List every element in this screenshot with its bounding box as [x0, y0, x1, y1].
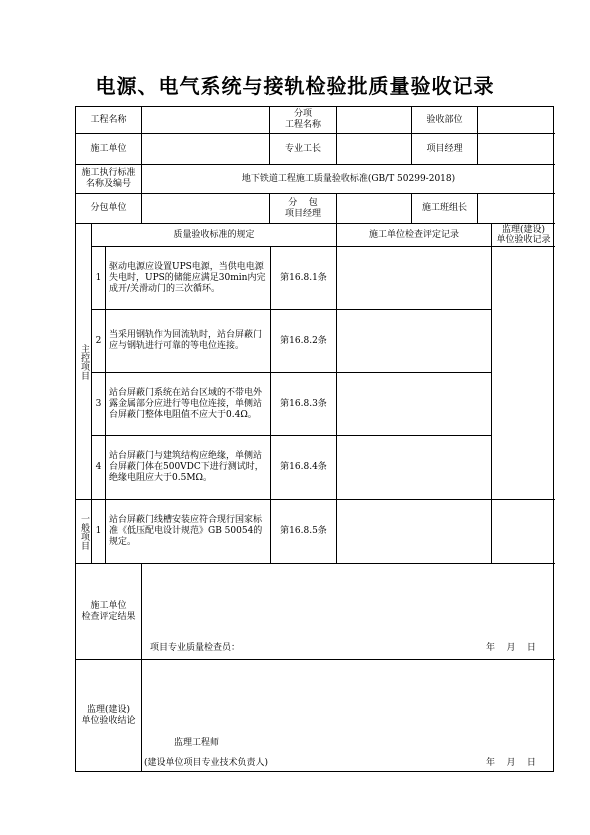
supervisor-result-field[interactable] — [142, 660, 555, 772]
supervisor-date: 年 月 日 — [486, 758, 536, 768]
sub-project-field[interactable] — [337, 107, 412, 134]
item-number: 3 — [92, 373, 106, 436]
acceptance-part-label: 验收部位 — [412, 107, 478, 134]
standard-value: 地下铁道工程施工质量验收标准(GB/T 50299-2018) — [142, 165, 555, 194]
item-number: 4 — [92, 436, 106, 500]
page-title: 电源、电气系统与接轨检验批质量验收记录 — [95, 74, 495, 98]
item-spec-text: 当采用钢轨作为回流轨时，站台屏蔽门应与钢轨进行可靠的等电位连接。 — [106, 310, 271, 373]
contractor-check-header: 施工单位检查评定记录 — [337, 224, 492, 247]
item-clause: 第16.8.1条 — [271, 247, 337, 310]
item-spec-text: 站台屏蔽门线槽安装应符合现行国家标准《低压配电设计规范》GB 50054的规定。 — [106, 500, 271, 564]
team-leader-label: 施工班组长 — [412, 194, 478, 224]
supervisor-result-label: 监理(建设) 单位验收结论 — [76, 660, 142, 772]
contractor-field[interactable] — [142, 134, 270, 165]
quality-inspector-label: 项目专业质量检查员： — [150, 643, 241, 653]
item-clause: 第16.8.2条 — [271, 310, 337, 373]
team-leader-field[interactable] — [478, 194, 555, 224]
general-supervisor-record[interactable] — [492, 500, 555, 564]
item-contractor-record[interactable] — [337, 373, 492, 436]
project-manager-label: 项目经理 — [412, 134, 478, 165]
sub-manager-label: 分 包 项目经理 — [270, 194, 337, 224]
project-name-field[interactable] — [142, 107, 270, 134]
item-spec-text: 驱动电源应设置UPS电源，当供电电源失电时，UPS的储能应满足30min内完成开/关滑动门的三次循环。 — [106, 247, 271, 310]
item-number: 1 — [92, 500, 106, 564]
acceptance-form — [75, 106, 554, 772]
contractor-date: 年 月 日 — [486, 643, 536, 653]
supervisor-check-header: 监理(建设) 单位验收记录 — [492, 224, 555, 247]
item-contractor-record[interactable] — [337, 436, 492, 500]
sub-project-label: 分项 工程名称 — [270, 107, 337, 134]
item-contractor-record[interactable] — [337, 310, 492, 373]
item-contractor-record[interactable] — [337, 500, 492, 564]
item-number: 1 — [92, 247, 106, 310]
supervising-engineer-label: 监理工程师 — [174, 738, 220, 748]
standard-label: 施工执行标准 名称及编号 — [76, 165, 142, 194]
main-control-supervisor-record[interactable] — [492, 247, 555, 500]
sub-manager-field[interactable] — [337, 194, 412, 224]
general-label: 一般项目 — [76, 500, 92, 564]
foreman-label: 专业工长 — [270, 134, 337, 165]
contractor-label: 施工单位 — [76, 134, 142, 165]
tech-lead-label: (建设单位项目专业技术负责人) — [144, 758, 269, 768]
project-name-label: 工程名称 — [76, 107, 142, 134]
project-manager-field[interactable] — [478, 134, 555, 165]
acceptance-part-field[interactable] — [478, 107, 555, 134]
foreman-field[interactable] — [337, 134, 412, 165]
item-spec-text: 站台屏蔽门与建筑结构应绝缘，单侧站台屏蔽门体在500VDC下进行测试时，绝缘电阻应大于0.5MΩ。 — [106, 436, 271, 500]
subcontractor-label: 分包单位 — [76, 194, 142, 224]
item-clause: 第16.8.3条 — [271, 373, 337, 436]
spec-column-header: 质量验收标准的规定 — [92, 224, 337, 247]
item-number: 2 — [92, 310, 106, 373]
item-clause: 第16.8.5条 — [271, 500, 337, 564]
item-clause: 第16.8.4条 — [271, 436, 337, 500]
item-spec-text: 站台屏蔽门系统在站台区域的不带电外露金属部分应进行等电位连接，单侧站台屏蔽门整体电阻值不应大于0.4Ω。 — [106, 373, 271, 436]
subcontractor-field[interactable] — [142, 194, 270, 224]
item-contractor-record[interactable] — [337, 247, 492, 310]
main-control-label: 主控项目 — [76, 224, 92, 500]
contractor-result-label: 施工单位 检查评定结果 — [76, 564, 142, 660]
